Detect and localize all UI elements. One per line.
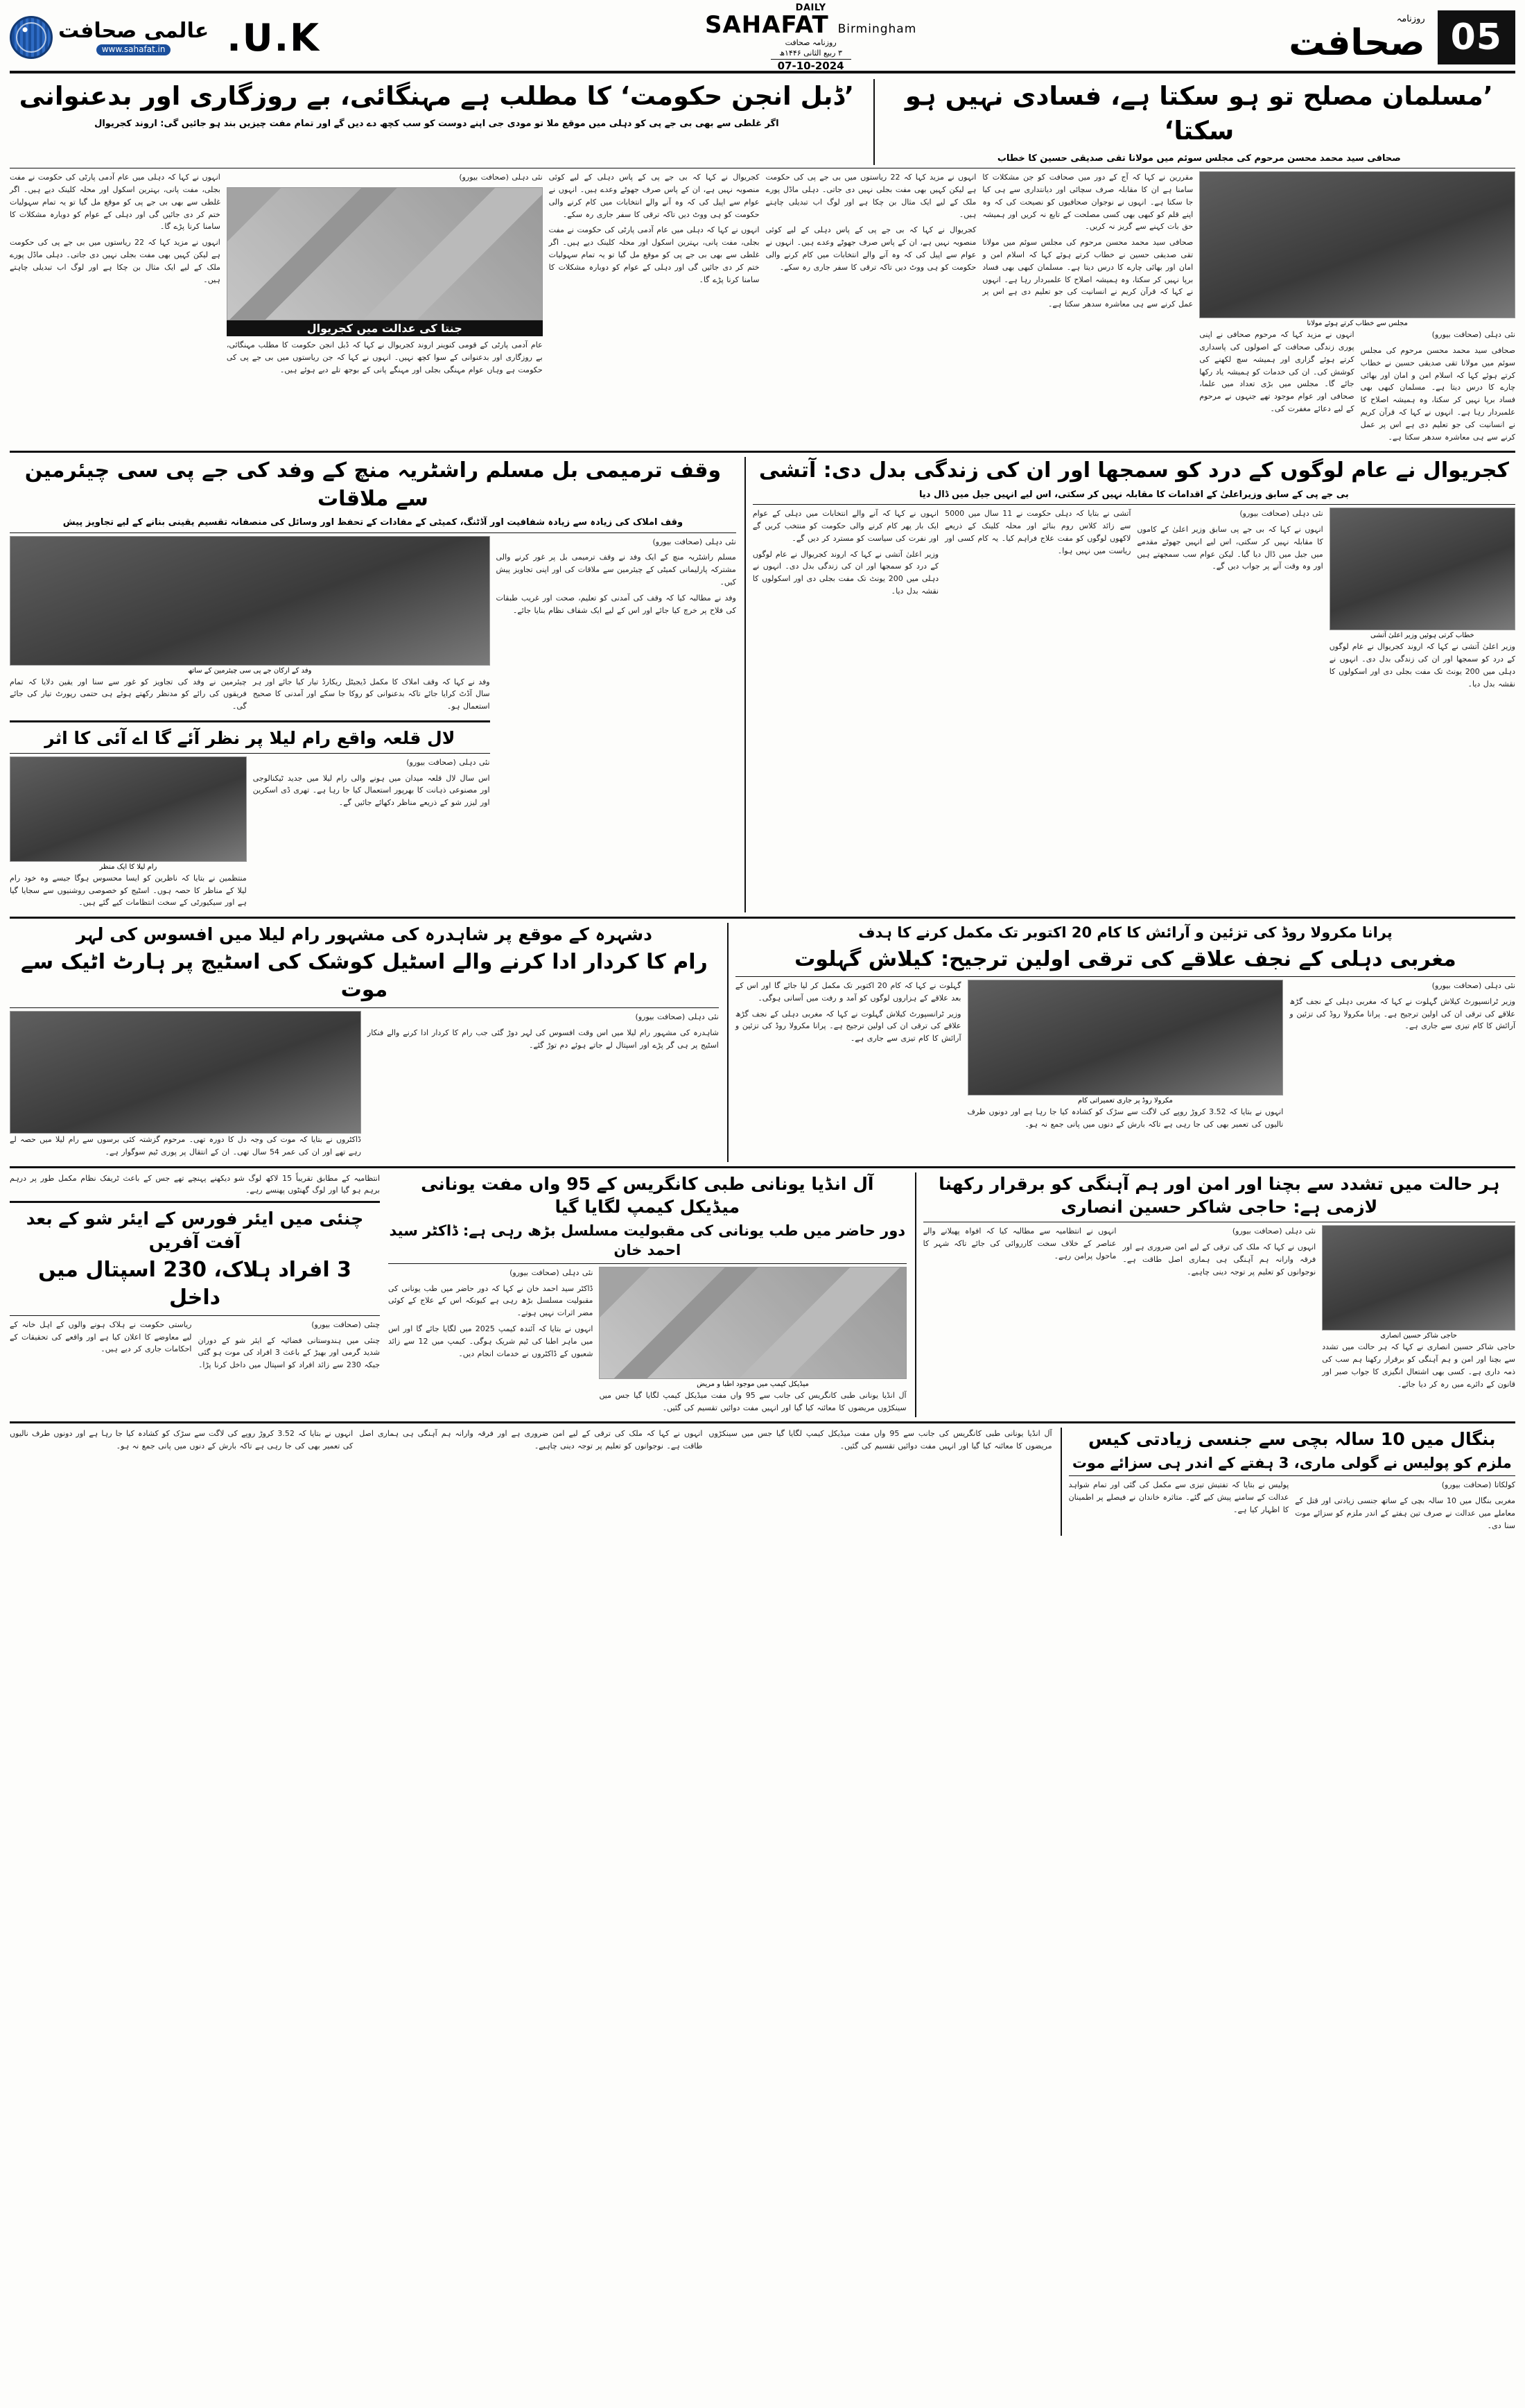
logo-urdu: عالمی صحافت — [58, 19, 209, 44]
story1-sub: بی جے پی کے سابق وزیراعلیٰ کے اقدامات کا مقابلہ نہیں کر سکتی، اس لیے انہیں جیل میں ڈال دیا — [919, 489, 1349, 500]
story9-headline: چنئی میں ایئر فورس کے ایئر شو کے بعد آفت آفریں — [26, 1209, 364, 1252]
story7-sub: ملزم کو پولیس نے گولی ماری، 3 ہفتے کے اندر ہی سزائے موت — [1072, 1455, 1512, 1472]
mid-section — [10, 457, 1515, 912]
lead-left-block — [227, 171, 543, 447]
story5-dateline: نئی دہلی (صحافت بیورو) — [635, 1012, 719, 1021]
story2-dateline: نئی دہلی (صحافت بیورو) — [652, 537, 736, 546]
story-atishi — [744, 457, 1515, 912]
photo-majlis — [1199, 171, 1515, 318]
story9-dateline: چنئی (صحافت بیورو) — [311, 1319, 380, 1329]
lead-headline-right: ’مسلمان مصلح تو ہو سکتا ہے، فسادی نہیں ہو سکتا‘ — [905, 81, 1493, 146]
lead-col-l3b: کجریوال نے کہا کہ بی جے پی کے پاس دہلی کے لیے کوئی منصوبہ نہیں ہے، ان کے پاس صرف جھوٹے وعدے ہیں۔ انہوں نے عوام سے اپیل کی کہ وہ آنے والے انتخابات میں کام کرنے والی حکومت کو ہی ووٹ دیں تاکہ ترقی کا سفر جاری رہ سکے۔ انہوں نے کہا کہ دہلی میں عام آدمی پارٹی کی حکومت نے مفت بجلی، مفت پانی، بہترین اسکول اور محلہ کلینک دیے ہیں۔ اگر غلطی سے بھی بی جے پی کو موقع مل گیا تو یہ تمام سہولیات ختم کر دی جائیں گی اور دہلی کے عوام کو دوبارہ مشکلات کا سامنا کرنا پڑے گا۔ — [548, 173, 760, 284]
lead-dateline-left: نئی دہلی (صحافت بیورو) — [459, 173, 543, 182]
brand-top: DAILY — [795, 2, 826, 13]
story3-headline: لال قلعہ واقع رام لیلا پر نظر آئے گا اے آئی کا اثر — [44, 728, 455, 748]
story-road — [727, 923, 1515, 1161]
story9-sub: 3 افراد ہلاک، 230 اسپتال میں داخل — [38, 1257, 351, 1310]
story1-col-4: انہوں نے کہا کہ آنے والے انتخابات میں دہلی کے عوام ایک بار پھر کام کرنے والی حکومت کو منتخب کریں گے اور نفرت کی سیاست کو مسترد کر دیں گے۔ وزیر اعلیٰ آتشی نے کہا کہ اروند کجریوال نے عام لوگوں کے درد کو سمجھا اور ان کی زندگی بدل دی۔ انہوں نے دہلی میں 200 یونٹ تک مفت بجلی دی اور اسکولوں کا نقشہ بدل دیا۔ — [752, 509, 939, 596]
story5-col-photo: ڈاکٹروں نے بتایا کہ موت کی وجہ دل کا دورہ تھی۔ مرحوم گزشتہ کئی برسوں سے رام لیلا میں حصہ لے رہے تھے اور ان کی عمر 54 سال تھی۔ ان کے انتقال پر پوری ٹیم سوگوار ہے۔ — [10, 1011, 361, 1162]
story2-col-1: نئی دہلی (صحافت بیورو) مسلم راشٹریہ منچ کے ایک وفد نے وقف ترمیمی بل پر غور کرنے والی مشترکہ پارلیمانی کمیٹی کے چیئرمین سے ملاقات کی اور اپنی تجاویز پیش کیں۔ وفد نے مطالبہ کیا کہ وقف کی آمدنی کو تعلیم، صحت اور غریب طبقات کی فلاح پر خرچ کیا جائے اور اس کے لیے ایک شفاف نظام بنایا جائے۔ — [496, 537, 736, 615]
footer-section — [10, 1428, 1515, 1535]
photo-road — [968, 980, 1284, 1095]
story5-headline: دشہرہ کے موقع پر شاہدرہ کی مشہور رام لیلا میں افسوس کی لہر — [76, 924, 652, 945]
story4-col-1: نئی دہلی (صحافت بیورو) وزیر ٹرانسپورٹ کیلاش گہلوت نے کہا کہ مغربی دہلی کے نجف گڑھ علاقے کی ترقی ان کی اولین ترجیح ہے۔ پرانا مکرولا روڈ کی تزئین و آرائش کا کام تیزی سے جاری ہے۔ — [1289, 981, 1515, 1031]
story-unani — [388, 1172, 907, 1418]
story4-sub: پرانا مکرولا روڈ کی تزئین و آرائش کا کام 20 اکتوبر تک مکمل کرنے کا ہدف — [858, 924, 1393, 942]
story7-headline: بنگال میں 10 سالہ بچی سے جنسی زیادتی کیس — [1088, 1429, 1496, 1450]
caption-waqf: وفد کے ارکان جے پی سی چیئرمین کے ساتھ — [188, 666, 312, 675]
website-url[interactable]: www.sahafat.in — [96, 44, 171, 55]
story8-col-photo: میڈیکل کیمپ میں موجود اطبا و مریض آل انڈیا یونانی طبی کانگریس کی جانب سے 95 واں مفت میڈیکل کیمپ لگایا گیا جس میں سینکڑوں مریضوں کا معائنہ کیا گیا اور انہیں مفت دوائیں تقسیم کی گئیں۔ — [599, 1267, 906, 1418]
story1-col-2: نئی دہلی (صحافت بیورو) انہوں نے کہا کہ بی جے پی سابق وزیر اعلیٰ کے کاموں کا مقابلہ نہیں کر سکتی، اس لیے انہیں جھوٹے مقدمے میں جیل میں ڈال دیا گیا۔ لیکن عوام سب سمجھتے ہیں اور وہ وقت آنے پر جواب دیں گے۔ — [1137, 509, 1323, 571]
story4-col-3: گہلوت نے کہا کہ کام 20 اکتوبر تک مکمل کر لیا جائے گا اور اس کے بعد علاقے کے ہزاروں لوگوں کو آمد و رفت میں آسانی ہوگی۔ وزیر ٹرانسپورٹ کیلاش گہلوت نے کہا کہ مغربی دہلی کے نجف گڑھ علاقے کی ترقی ان کی اولین ترجیح ہے۔ پرانا مکرولا روڈ کی تزئین و آرائش کا کام تیزی سے جاری ہے۔ — [735, 981, 961, 1043]
story9-col-2: ریاستی حکومت نے ہلاک ہونے والوں کے اہل خانہ کے لیے معاوضے کا اعلان کیا ہے اور واقعے کی تحقیقات کے احکامات جاری کر دیے ہیں۔ — [10, 1319, 192, 1354]
brand-main: SAHAFAT Birmingham — [704, 10, 917, 39]
story9-col-1: چنئی (صحافت بیورو) چنئی میں ہندوستانی فضائیہ کے ایئر شو کے دوران شدید گرمی اور بھیڑ کے باعث 3 افراد کی موت ہو گئی جبکہ 230 سے زائد افراد کو اسپتال میں داخل کرنا پڑا۔ — [198, 1319, 380, 1370]
photo-ansari — [1322, 1225, 1515, 1331]
story7-col-2: پولیس نے بتایا کہ تفتیش تیزی سے مکمل کی گئی اور تمام شواہد عدالت کے سامنے پیش کیے گئے۔ متاثرہ خاندان نے فیصلے پر اطمینان کا اظہار کیا ہے۔ — [1068, 1480, 1289, 1515]
nameplate-main: صحافت — [1289, 21, 1425, 64]
story-bengal — [1061, 1428, 1515, 1535]
story6-col-photo: حاجی شاکر حسین انصاری حاجی شاکر حسین انصاری نے کہا کہ ہر حالت میں تشدد سے بچنا اور امن و ہم آہنگی کو برقرار رکھنا ہم سب کی ذمہ داری ہے۔ کسی بھی اشتعال انگیزی کا جواب صبر اور قانون کے دائرے میں رہ کر دیا جائے۔ — [1322, 1225, 1515, 1394]
lead-right-block — [1199, 171, 1515, 447]
story2-col-photo: وفد کے ارکان جے پی سی چیئرمین کے ساتھ وفد نے کہا کہ وقف املاک کا مکمل ڈیجیٹل ریکارڈ تیار کیا جائے اور ہر سال آڈٹ کرایا جائے تاکہ بدعنوانی کو روکا جا سکے اور آمدنی کا صحیح استعمال ہو۔ چیئرمین نے وفد کی تجاویز کو غور سے سنا اور یقین دلایا کہ تمام فریقوں کی رائے کو مدنظر رکھتے ہوئے ہی حتمی رپورٹ تیار کی جائے گی۔ لال قلعہ واقع رام لیلا پر نظر آئے گا اے آئی کا اثر نئی دہلی (صحافت بیورو) اس سال لال قلعہ میدان میں ہونے والی رام لیلا میں جدید ٹیکنالوجی اور مصنوعی ذہانت کا بھرپور استعمال کیا جا رہا ہے۔ تھری ڈی اسکرین اور لیزر شو کے ذریعے مناظر دکھائے جائیں گے۔ رام لیلا کا ایک منظر منتظمین نے بتایا کہ ناظرین کو ایسا محسوس ہوگا جیسے وہ خود رام لیلا کے مناظر کا حصہ ہوں۔ اسٹیج کو خصوصی روشنیوں سے سجایا گیا ہے اور سیکیورٹی کے سخت انتظامات کیے گئے ہیں۔ — [10, 536, 490, 913]
footer-filler-left: آل انڈیا یونانی طبی کانگریس کی جانب سے 95 واں مفت میڈیکل کیمپ لگایا گیا جس میں سینکڑوں مریضوں کا معائنہ کیا گیا اور انہیں مفت دوائیں تقسیم کی گئیں۔ انہوں نے کہا کہ ملک کی ترقی کے لیے امن ضروری ہے اور فرقہ وارانہ ہم آہنگی ہی ہماری اصل طاقت ہے۔ نوجوانوں کو تعلیم پر توجہ دینی چاہیے۔ انہوں نے بتایا کہ 3.52 کروڑ روپے کی لاگت سے سڑک کو کشادہ کیا جا رہا ہے اور دونوں طرف نالیوں کی تعمیر بھی کی جا رہی ہے تاکہ بارش کے دنوں میں پانی جمع نہ ہو۔ — [9, 1429, 1052, 1451]
story1-col-3: آتشی نے بتایا کہ دہلی حکومت نے 11 سال میں 5000 سے زائد کلاس روم بنائے اور محلہ کلینک کے ذریعے لاکھوں لوگوں کو مفت علاج فراہم کیا۔ یہ کام کسی اور ریاست میں نہیں ہوا۔ — [945, 509, 1131, 555]
globe-icon — [10, 16, 53, 59]
sahafat-logo-text — [58, 19, 209, 55]
lead-headline-row — [10, 79, 1515, 165]
story-ramlila-death — [10, 923, 719, 1161]
story1-headline: کجریوال نے عام لوگوں کے درد کو سمجھا اور ان کی زندگی بدل دی: آتشی — [758, 458, 1509, 483]
masthead-right — [10, 7, 209, 68]
nameplate-small: روزنامہ — [1396, 14, 1425, 25]
story7-dateline: کولکاتا (صحافت بیورو) — [1441, 1480, 1515, 1490]
story1-col-1: خطاب کرتی ہوئیں وزیر اعلیٰ آتشی وزیر اعلیٰ آتشی نے کہا کہ اروند کجریوال نے عام لوگوں کے درد کو سمجھا اور ان کی زندگی بدل دی۔ انہوں نے دہلی میں 200 یونٹ تک مفت بجلی دی اور اسکولوں کا نقشہ بدل دیا۔ — [1330, 508, 1515, 693]
caption-ramlila: رام لیلا کا ایک منظر — [99, 863, 157, 871]
story4-col-photo: مکرولا روڈ پر جاری تعمیراتی کام انہوں نے بتایا کہ 3.52 کروڑ روپے کی لاگت سے سڑک کو کشادہ کیا جا رہا ہے اور دونوں طرف نالیوں کی تعمیر بھی کی جا رہی ہے تاکہ بارش کے دنوں میں پانی جمع نہ ہو۔ — [968, 980, 1284, 1134]
lead-col-r3: مقررین نے کہا کہ آج کے دور میں صحافت کو جن مشکلات کا سامنا ہے ان کا مقابلہ صرف سچائی اور دیانتداری سے ہی کیا جا سکتا ہے۔ انہوں نے نوجوان صحافیوں کو نصیحت کی کہ وہ اپنے قلم کو کبھی بھی کسی مصلحت کے تابع نہ کریں اور ہمیشہ حق بات کہنے سے گریز نہ کریں۔ صحافی سید محمد محسن مرحوم کی مجلس سوئم میں مولانا تقی صدیقی حسین نے خطاب کرتے ہوئے کہا کہ اسلام امن و امان اور بھائی چارے کا درس دیتا ہے۔ مسلمان کبھی بھی فساد برپا نہیں کر سکتا، وہ ہمیشہ اصلاح کا علمبردار رہا ہے۔ انہوں نے کہا کہ قرآن کریم نے انسانیت کی جو تعلیم دی ہے اس پر عمل کرنے سے ہی معاشرہ سدھر سکتا ہے۔ — [982, 173, 1194, 309]
story2-sub: وقف املاک کی زیادہ سے زیادہ شفافیت اور آڈٹنگ، کمیٹی کے مفادات کے تحفظ اور وسائل کی منصفانہ تقسیم یقینی بنانے کے لیے تجاویز پیش — [62, 517, 683, 528]
story6-col-2: نئی دہلی (صحافت بیورو) انہوں نے کہا کہ ملک کی ترقی کے لیے امن ضروری ہے اور فرقہ وارانہ ہم آہنگی ہی ہماری اصل طاقت ہے۔ نوجوانوں کو تعلیم پر توجہ دینی چاہیے۔ — [1122, 1227, 1316, 1276]
story4-headline: مغربی دہلی کے نجف علاقے کی ترقی اولین ترجیح: کیلاش گہلوت — [794, 946, 1456, 971]
story8-col-2: نئی دہلی (صحافت بیورو) ڈاکٹر سید احمد خان نے کہا کہ دور حاضر میں طب یونانی کی مقبولیت مسلسل بڑھ رہی ہے کیونکہ اس کے علاج کے کوئی مضر اثرات نہیں ہوتے۔ انہوں نے بتایا کہ آئندہ کیمپ 2025 میں لگایا جائے گا اور اس میں ماہر اطبا کی ٹیم شریک ہوگی۔ کیمپ میں 12 سے زائد شعبوں کے ڈاکٹروں نے خدمات انجام دیں۔ — [388, 1267, 593, 1358]
issue-date: 07-10-2024 — [771, 59, 851, 73]
lead-kicker-right: صحافی سید محمد محسن مرحوم کی مجلس سوئم میں مولانا تقی صدیقی حسین کا خطاب — [997, 153, 1401, 164]
caption-majlis: مجلس سے خطاب کرتے ہوئے مولانا — [1307, 320, 1408, 328]
masthead-center — [338, 2, 1283, 72]
story-chennai — [10, 1172, 380, 1418]
lead-col-l4: انہوں نے مزید کہا کہ 22 ریاستوں میں بی جے پی کی حکومت ہے لیکن کہیں بھی مفت بجلی نہیں دی جاتی۔ دہلی ماڈل پورے ملک کے لیے ایک مثال بن چکا ہے اور لوگ اب تبدیلی چاہتے ہیں۔ کجریوال نے کہا کہ بی جے پی کے پاس دہلی کے لیے کوئی منصوبہ نہیں ہے، ان کے پاس صرف جھوٹے وعدے ہیں۔ انہوں نے عوام سے اپیل کی کہ وہ آنے والے انتخابات میں کام کرنے والی حکومت کو ہی ووٹ دیں تاکہ ترقی کا سفر جاری رہ سکے۔ — [765, 173, 977, 272]
story3-col-1: نئی دہلی (صحافت بیورو) اس سال لال قلعہ میدان میں ہونے والی رام لیلا میں جدید ٹیکنالوجی اور مصنوعی ذہانت کا بھرپور استعمال کیا جا رہا ہے۔ تھری ڈی اسکرین اور لیزر شو کے ذریعے مناظر دکھائے جائیں گے۔ — [252, 757, 490, 808]
lead-col-l2b: انہوں نے کہا کہ دہلی میں عام آدمی پارٹی کی حکومت نے مفت بجلی، مفت پانی، بہترین اسکول اور محلہ کلینک دیے ہیں۔ اگر غلطی سے بھی بی جے پی کو موقع مل گیا تو یہ تمام سہولیات ختم کر دی جائیں گی اور دہلی کے عوام کو دوبارہ مشکلات کا سامنا کرنا پڑے گا۔ انہوں نے مزید کہا کہ 22 ریاستوں میں بی جے پی کی حکومت ہے لیکن کہیں بھی مفت بجلی نہیں دی جاتی۔ دہلی ماڈل پورے ملک کے لیے ایک مثال بن چکا ہے اور لوگ اب تبدیلی چاہتے ہیں۔ — [10, 173, 220, 284]
story3-col-photo: رام لیلا کا ایک منظر منتظمین نے بتایا کہ ناظرین کو ایسا محسوس ہوگا جیسے وہ خود رام لیلا کے مناظر کا حصہ ہوں۔ اسٹیج کو خصوصی روشنیوں سے سجایا گیا ہے اور سیکیورٹی کے سخت انتظامات کیے گئے ہیں۔ — [10, 756, 247, 912]
story5-sub: رام کا کردار ادا کرنے والے اسٹیل کوشک کی اسٹیج پر ہارٹ اٹیک سے موت — [21, 949, 708, 1003]
story5-col-1: نئی دہلی (صحافت بیورو) شاہدرہ کی مشہور رام لیلا میں اس وقت افسوس کی لہر دوڑ گئی جب رام کا کردار ادا کرنے والے فنکار اسٹیج پر ہی گر پڑے اور اسپتال لے جاتے ہوئے دم توڑ گئے۔ — [367, 1012, 719, 1050]
story-ansari — [915, 1172, 1515, 1418]
lead-body — [10, 171, 1515, 447]
edition-label: U.K. — [227, 15, 320, 60]
hijri-date: ۳ ربیع الثانی ۱۴۴۶ھ — [779, 48, 842, 58]
story8-headline: آل انڈیا یونانی طبی کانگریس کے 95 واں مفت یونانی میڈیکل کیمپ لگایا گیا — [421, 1173, 874, 1218]
photo-ramlila — [10, 756, 247, 862]
photo-atishi — [1330, 508, 1515, 630]
story8-sub: دور حاضر میں طب یونانی کی مقبولیت مسلسل بڑھ رہی ہے: ڈاکٹر سید احمد خان — [389, 1222, 906, 1259]
lead-col-l1 — [227, 171, 543, 184]
caption-road: مکرولا روڈ پر جاری تعمیراتی کام — [1077, 1097, 1173, 1105]
story9-filler: انتظامیہ کے مطابق تقریباً 15 لاکھ لوگ شو دیکھنے پہنچے تھے جس کے باعث ٹریفک نظام مکمل طور پر درہم برہم ہو گیا اور لوگ گھنٹوں پھنسے رہے۔ — [10, 1173, 381, 1195]
photo-waqf — [10, 536, 490, 666]
lead-col-l1-cont: عام آدمی پارٹی کے قومی کنوینر اروند کجریوال نے کہا کہ ڈبل انجن حکومت کا مطلب مہنگائی، بے روزگاری اور بدعنوانی کے سوا کچھ نہیں۔ انہوں نے کہا کہ جن ریاستوں میں بی جے پی کی حکومت ہے وہاں عوام مہنگی بجلی اور مہنگے پانی کے بوجھ تلے دبے ہوئے ہیں۔ — [226, 340, 543, 374]
caption-ansari: حاجی شاکر حسین انصاری — [1380, 1332, 1457, 1340]
photo-kejriwal-banner: جنتا کی عدالت میں کجریوال — [227, 320, 543, 336]
story2-headline: وقف ترمیمی بل مسلم راشٹریہ منچ کے وفد کی جے پی سی چیئرمین سے ملاقات — [24, 458, 722, 511]
brand-urdu-sub: روزنامہ صحافت — [785, 37, 837, 47]
story-waqf — [10, 457, 736, 912]
story1-dateline: نئی دہلی (صحافت بیورو) — [1239, 509, 1323, 519]
photo-ramlila-actor — [10, 1011, 361, 1134]
lead-col-r1: نئی دہلی (صحافت بیورو) صحافی سید محمد محسن مرحوم کی مجلس سوئم میں مولانا تقی صدیقی حسین نے خطاب کرتے ہوئے کہا کہ اسلام امن و امان اور بھائی چارے کا درس دیتا ہے۔ مسلمان کبھی بھی فساد برپا نہیں کر سکتا، وہ ہمیشہ اصلاح کا علمبردار رہا ہے۔ انہوں نے کہا کہ قرآن کریم نے انسانیت کی جو تعلیم دی ہے اس پر عمل کرنے سے ہی معاشرہ سدھر سکتا ہے۔ — [1360, 330, 1515, 442]
masthead-left — [1283, 7, 1515, 68]
caption-camp: میڈیکل کیمپ میں موجود اطبا و مریض — [697, 1380, 809, 1388]
lead-headline-left: ’ڈبل انجن حکومت‘ کا مطلب ہے مہنگائی، بے روزگاری اور بدعنوانی — [19, 81, 855, 111]
story8-dateline: نئی دہلی (صحافت بیورو) — [509, 1267, 593, 1277]
story3-dateline: نئی دہلی (صحافت بیورو) — [406, 757, 490, 767]
page-number: 05 — [1438, 10, 1515, 64]
brand-city: Birmingham — [837, 21, 917, 36]
story6-dateline: نئی دہلی (صحافت بیورو) — [1232, 1227, 1316, 1236]
caption-atishi: خطاب کرتی ہوئیں وزیر اعلیٰ آتشی — [1370, 632, 1474, 640]
photo-camp — [599, 1267, 906, 1379]
lower-section — [10, 923, 1515, 1161]
nameplate-urdu — [1283, 14, 1430, 64]
story4-dateline: نئی دہلی (صحافت بیورو) — [1431, 981, 1515, 991]
lead-dateline-right: نئی دہلی (صحافت بیورو) — [1431, 330, 1515, 340]
story6-col-3: انہوں نے انتظامیہ سے مطالبہ کیا کہ افواہ پھیلانے والے عناصر کے خلاف سخت کارروائی کی جائے تاکہ شہر کا ماحول پرامن رہے۔ — [923, 1227, 1117, 1261]
story7-col-1: کولکاتا (صحافت بیورو) مغربی بنگال میں 10 سالہ بچی کے ساتھ جنسی زیادتی اور قتل کے معاملے میں عدالت نے صرف تین ہفتے کے اندر ملزم کو سزائے موت سنا دی۔ — [1295, 1480, 1515, 1530]
masthead — [10, 2, 1515, 73]
story6-headline: ہر حالت میں تشدد سے بچنا اور امن اور ہم آہنگی کو برقرار رکھنا لازمی ہے: حاجی شاکر حسین انصاری — [939, 1173, 1500, 1218]
lead-col-r2: انہوں نے مزید کہا کہ مرحوم صحافی نے اپنی پوری زندگی صحافت کے اصولوں کی پاسداری کرتے ہوئے گزاری اور ہمیشہ سچ لکھنے کی کوشش کی۔ ان کی خدمات کو ہمیشہ یاد رکھا جائے گا۔ مجلس میں بڑی تعداد میں علما، صحافی اور عوام موجود تھے جنہوں نے مرحوم کے لیے دعائے مغفرت کی۔ — [1199, 330, 1354, 413]
bottom-section — [10, 1172, 1515, 1418]
photo-kejriwal — [227, 187, 543, 320]
lead-kicker-left: اگر غلطی سے بھی بی جے پی کو دہلی میں موقع ملا تو مودی جی اپنے دوست کو سب کچھ دے دیں گے اور تمام مفت چیزیں بند ہو جائیں گی: اروند کجریوال — [94, 118, 779, 129]
